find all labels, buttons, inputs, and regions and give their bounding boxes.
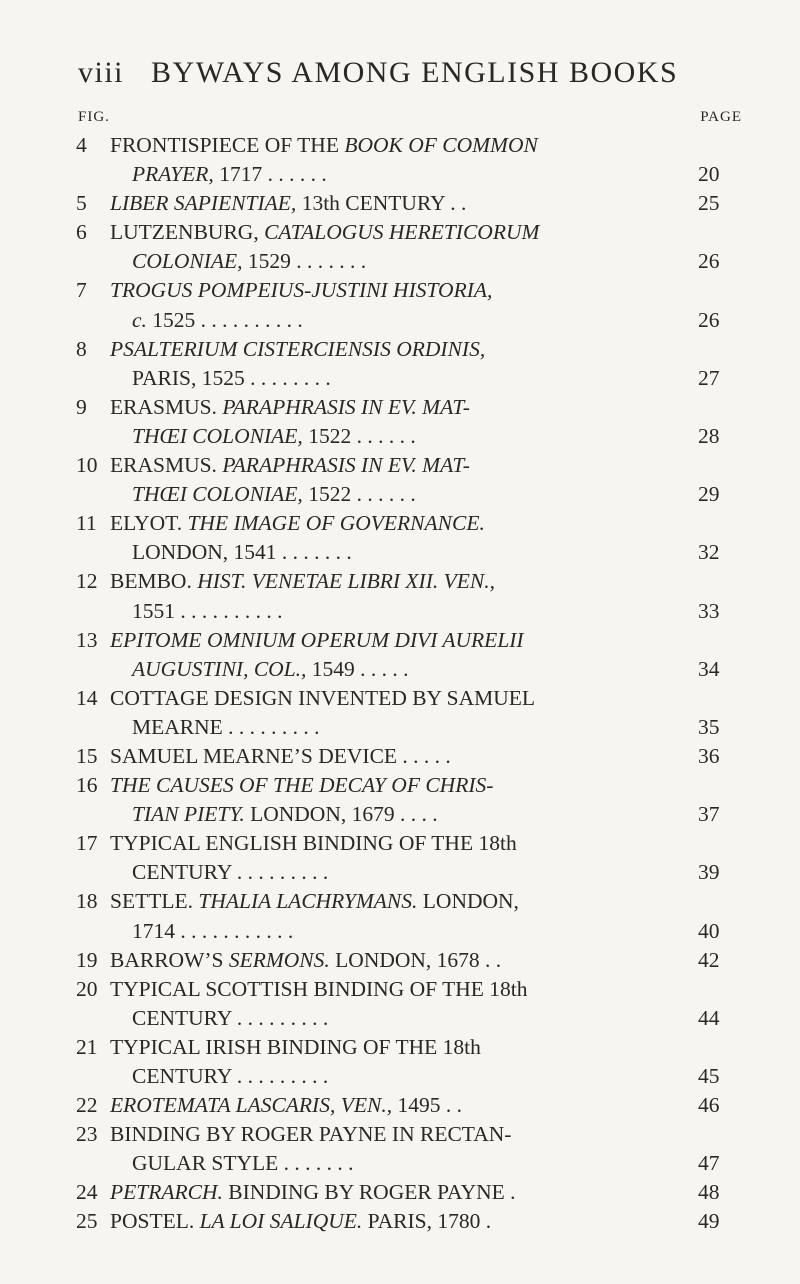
list-item [78,771,738,829]
entry-text: TYPICAL ENGLISH BINDING OF THE 18th [110,831,517,856]
entry-line [110,1149,738,1178]
entry-line [110,713,738,742]
list-item [78,1033,738,1091]
page-number: 26 [698,307,720,332]
entry-text: 1717 . . . . . . [213,162,327,187]
page-number: 47 [698,1151,720,1176]
figure-number: 23 [76,1122,98,1147]
entry-text: 1522 . . . . . . [302,482,416,507]
entry-line [110,1178,738,1207]
page-number: 25 [698,191,720,216]
entry-text: COLONIAE, [132,249,243,274]
figure-number: 11 [76,511,97,536]
entry-text: PRAYER, [132,162,214,187]
entry-text: 13th CENTURY . . [296,191,467,216]
figure-number: 10 [76,453,98,478]
figure-number: 8 [76,336,87,361]
entry-line [110,1207,738,1236]
list-item [78,887,738,945]
list-item [78,131,738,189]
page-number: 45 [698,1064,720,1088]
entry-text: THALIA LACHRYMANS. [198,889,418,914]
entry-text: LONDON, 1541 . . . . . . . [132,540,352,565]
entry-line [110,829,738,858]
entry-line [110,946,738,975]
page-number: 44 [698,1005,720,1030]
entry-text: 1714 . . . . . . . . . . . [132,918,294,943]
entry-line [110,858,738,887]
entry-line [110,800,738,829]
list-item [78,1091,738,1120]
entry-line [110,742,738,771]
entry-line [110,480,738,509]
entry-line [110,335,738,364]
entry-line [110,218,738,247]
figure-number: 15 [76,743,98,768]
entry-text: CENTURY . . . . . . . . . [132,1005,329,1030]
page-number: 29 [698,482,720,507]
entry-text: LONDON, [417,889,519,914]
entry-text: TIAN PIETY. [132,802,245,827]
entry-line [110,771,738,800]
page-folio: viii [78,56,125,89]
illustrations-list [78,131,738,1237]
entry-line [110,276,738,305]
entry-text: ERASMUS. [110,453,223,478]
entry-text: PARIS, 1780 . [362,1209,492,1234]
entry-text: SETTLE. [110,889,199,914]
entry-text: 1551 . . . . . . . . . . [132,598,283,623]
entry-line [110,160,738,189]
entry-text: THE IMAGE OF GOVERNANCE. [187,511,485,536]
entry-text: MEARNE . . . . . . . . . [132,714,320,739]
entry-line [110,131,738,160]
page-number: 26 [698,249,720,274]
entry-text: TYPICAL IRISH BINDING OF THE 18th [110,1034,481,1059]
figure-number: 22 [76,1093,98,1118]
entry-line [110,189,738,218]
entry-line [110,1091,738,1120]
list-item [78,276,738,334]
figure-number: 4 [76,133,87,157]
entry-text: SERMONS. [228,947,330,972]
column-headings [78,109,742,126]
entry-text: PARIS, 1525 . . . . . . . . [132,365,331,390]
entry-text: 1525 . . . . . . . . . . [146,307,303,332]
list-item [78,1207,738,1236]
entry-line [110,975,738,1004]
figure-number: 21 [76,1034,98,1059]
list-item [78,742,738,771]
entry-text: POSTEL. [110,1209,200,1234]
entry-text: 1522 . . . . . . [302,423,416,448]
page-number: 32 [698,540,720,565]
page-number: 39 [698,860,720,885]
page-number: 36 [698,743,720,768]
entry-line [110,626,738,655]
page-number: 37 [698,802,720,827]
entry-line [110,422,738,451]
entry-line [110,1062,738,1091]
entry-line [110,597,738,626]
running-title: BYWAYS AMONG ENGLISH BOOKS [151,56,679,89]
running-header [78,56,738,90]
entry-text: SAMUEL MEARNE’S DEVICE . . . . . [110,743,451,768]
fig-column-heading: FIG. [78,109,110,125]
entry-text: BINDING BY ROGER PAYNE IN RECTAN- [110,1122,512,1147]
list-item [78,451,738,509]
figure-number: 18 [76,889,98,914]
entry-line [110,247,738,276]
figure-number: 13 [76,627,98,652]
entry-text: EROTEMATA LASCARIS, VEN., [110,1093,393,1118]
entry-text: THŒI COLONIAE, [132,423,303,448]
list-item [78,567,738,625]
entry-text: ERASMUS. [110,394,223,419]
entry-text: LONDON, 1678 . . [329,947,502,972]
page-number: 34 [698,656,720,681]
page-number: 42 [698,947,720,972]
figure-number: 20 [76,976,98,1001]
entry-text: 1549 . . . . . [306,656,409,681]
entry-text: THŒI COLONIAE, [132,482,303,507]
entry-text: BARROW’S [110,947,229,972]
entry-text: LONDON, 1679 . . . . [244,802,438,827]
entry-text: CATALOGUS HERETICORUM [264,220,540,245]
entry-line [110,538,738,567]
entry-text: 1495 . . [392,1093,462,1118]
entry-text: EPITOME OMNIUM OPERUM DIVI AURELII [110,627,524,652]
page-number: 48 [698,1180,720,1205]
entry-text: PSALTERIUM CISTERCIENSIS ORDINIS, [110,336,486,361]
entry-text: LA LOI SALIQUE. [199,1209,363,1234]
entry-text: FRONTISPIECE OF THE [110,133,345,157]
entry-text: PARAPHRASIS IN EV. MAT- [222,394,470,419]
entry-line [110,917,738,946]
figure-number: 25 [76,1209,98,1234]
entry-line [110,567,738,596]
page-number: 20 [698,162,720,187]
page-number: 28 [698,423,720,448]
entry-line [110,451,738,480]
entry-text: CENTURY . . . . . . . . . [132,1064,329,1088]
list-item [78,946,738,975]
page-number: 33 [698,598,720,623]
figure-number: 5 [76,191,87,216]
list-item [78,1178,738,1207]
entry-text: BEMBO. [110,569,198,594]
entry-line [110,1004,738,1033]
figure-number: 19 [76,947,98,972]
entry-text: AUGUSTINI, COL., [132,656,307,681]
page-number: 35 [698,714,720,739]
entry-text: 1529 . . . . . . . [242,249,367,274]
entry-text: LUTZENBURG, [110,220,265,245]
list-item [78,218,738,276]
figure-number: 9 [76,394,87,419]
page-number: 40 [698,918,720,943]
entry-text: c. [132,307,147,332]
figure-number: 16 [76,773,98,798]
entry-line [110,655,738,684]
entry-text: THE CAUSES OF THE DECAY OF CHRIS- [110,773,494,798]
entry-line [110,887,738,916]
entry-text: HIST. VENETAE LIBRI XII. VEN., [197,569,495,594]
entry-text: PARAPHRASIS IN EV. MAT- [222,453,470,478]
entry-text: BOOK OF COMMON [344,133,538,157]
list-item [78,684,738,742]
entry-line [110,684,738,713]
list-item [78,393,738,451]
entry-text: BINDING BY ROGER PAYNE . [222,1180,516,1205]
entry-text: PETRARCH. [110,1180,223,1205]
entry-line [110,393,738,422]
entry-text: CENTURY . . . . . . . . . [132,860,329,885]
entry-line [110,1120,738,1149]
entry-line [110,1033,738,1062]
entry-text: TYPICAL SCOTTISH BINDING OF THE 18th [110,976,528,1001]
page-number: 46 [698,1093,720,1118]
figure-number: 14 [76,685,98,710]
figure-number: 24 [76,1180,98,1205]
entry-text: COTTAGE DESIGN INVENTED BY SAMUEL [110,685,536,710]
figure-number: 17 [76,831,98,856]
list-item [78,509,738,567]
list-item [78,189,738,218]
entry-text: GULAR STYLE . . . . . . . [132,1151,354,1176]
entry-line [110,306,738,335]
page-number: 49 [698,1209,720,1234]
figure-number: 12 [76,569,98,594]
entry-text: TROGUS POMPEIUS-JUSTINI HISTORIA, [110,278,493,303]
entry-text: LIBER SAPIENTIAE, [110,191,297,216]
entry-line [110,364,738,393]
entry-line [110,509,738,538]
list-item [78,1120,738,1178]
list-item [78,975,738,1033]
list-item [78,335,738,393]
list-item [78,829,738,887]
list-item [78,626,738,684]
page-column-heading: PAGE [700,109,742,125]
figure-number: 6 [76,220,87,245]
page-number: 27 [698,365,720,390]
entry-text: ELYOT. [110,511,188,536]
figure-number: 7 [76,278,87,303]
